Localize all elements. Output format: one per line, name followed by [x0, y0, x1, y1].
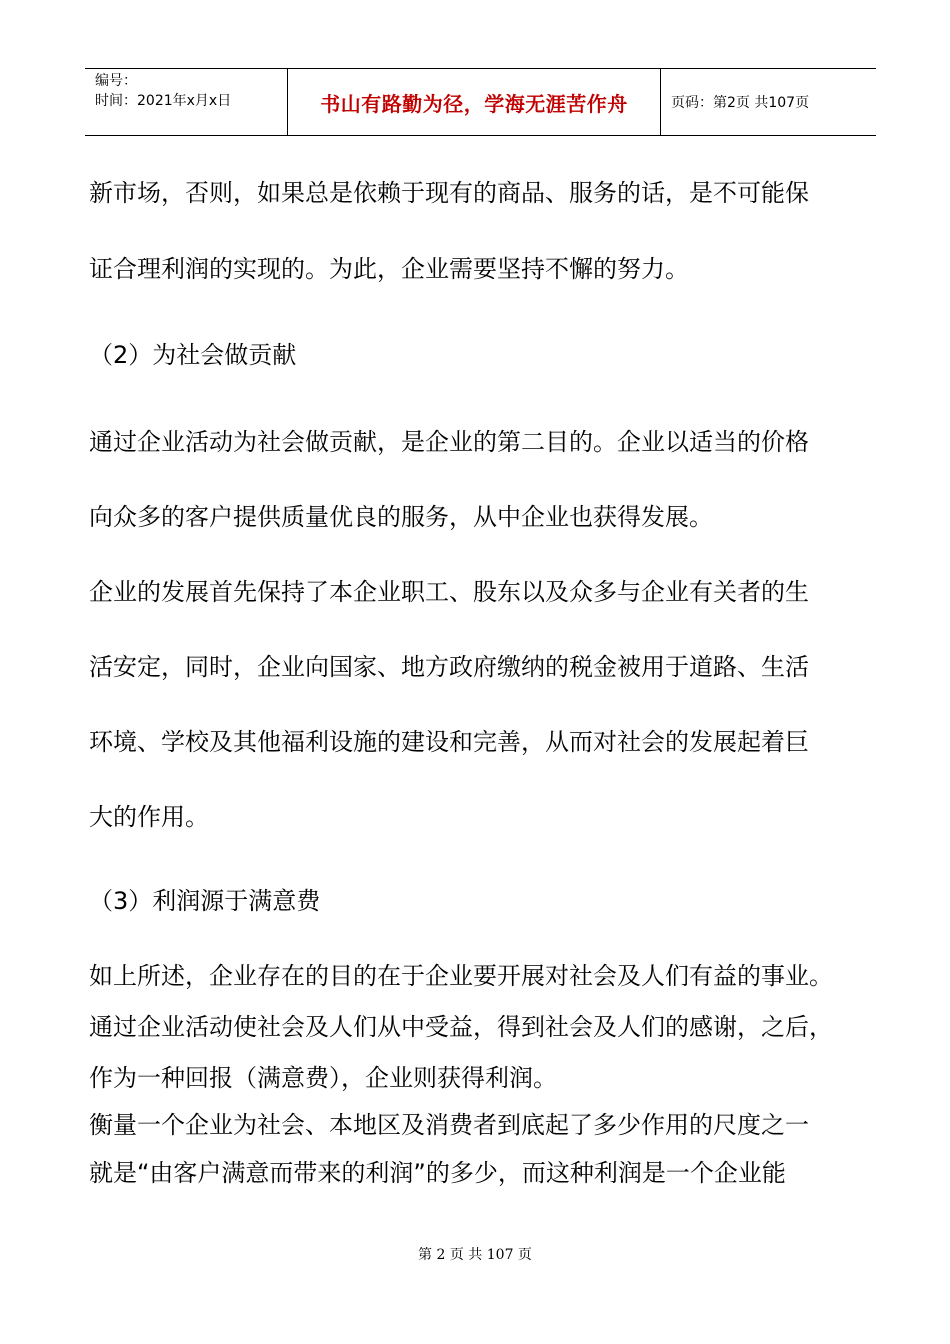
body-line: 向众多的客户提供质量优良的服务，从中企业也获得发展。 — [89, 503, 713, 531]
footer-page-number: 第 2 页 共 107 页 — [418, 1247, 532, 1263]
body-line: 作为一种回报（满意费），企业则获得利润。 — [89, 1064, 557, 1092]
body-line: 环境、学校及其他福利设施的建设和完善，从而对社会的发展起着巨 — [89, 728, 809, 756]
body-line: 大的作用。 — [89, 803, 209, 831]
section-heading: （2）为社会做贡献 — [89, 341, 297, 369]
page-footer — [0, 1244, 950, 1264]
header-page-cell — [661, 69, 876, 135]
body-line: 通过企业活动为社会做贡献，是企业的第二目的。企业以适当的价格 — [89, 428, 809, 456]
body-line: 证合理利润的实现的。为此，企业需要坚持不懈的努力。 — [89, 255, 689, 283]
number-label: 编号： — [95, 73, 137, 89]
motto-text: 书山有路勤为径，学海无涯苦作舟 — [320, 91, 628, 116]
header-meta-cell — [85, 69, 288, 135]
body-line: 就是“由客户满意而带来的利润”的多少，而这种利润是一个企业能 — [89, 1159, 786, 1187]
page-header — [85, 68, 876, 136]
page-info: 页码：第2页 共107页 — [671, 95, 810, 111]
body-line: 新市场，否则，如果总是依赖于现有的商品、服务的话，是不可能保 — [89, 179, 809, 207]
section-heading: （3）利润源于满意费 — [89, 887, 321, 915]
body-line: 衡量一个企业为社会、本地区及消费者到底起了多少作用的尺度之一 — [89, 1111, 809, 1139]
body-line: 通过企业活动使社会及人们从中受益，得到社会及人们的感谢，之后， — [89, 1013, 833, 1041]
body-line: 活安定，同时，企业向国家、地方政府缴纳的税金被用于道路、生活 — [89, 653, 809, 681]
time-label: 时间：2021年x月x日 — [95, 93, 232, 109]
body-line: 企业的发展首先保持了本企业职工、股东以及众多与企业有关者的生 — [89, 578, 809, 606]
header-motto-cell — [288, 69, 661, 135]
body-line: 如上所述，企业存在的目的在于企业要开展对社会及人们有益的事业。 — [89, 962, 833, 990]
